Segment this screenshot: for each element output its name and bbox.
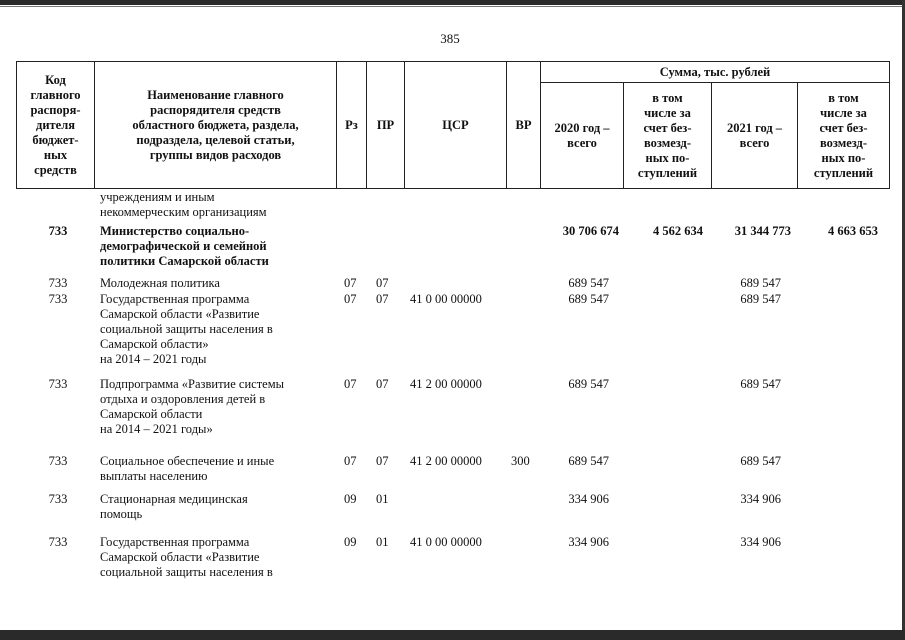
- cell-pr: 07: [376, 276, 389, 290]
- cell-rz: 07: [344, 377, 357, 391]
- cell-2021-total: 689 547: [740, 377, 781, 391]
- scan-bottom-border: [0, 630, 905, 640]
- page-number: 385: [440, 31, 460, 46]
- cell-kod: 733: [48, 292, 68, 306]
- cell-2021-total: 689 547: [740, 276, 781, 290]
- cell-pr: 07: [376, 454, 389, 468]
- header-csr: ЦСР: [405, 62, 507, 189]
- header-name: Наименование главного распорядителя средств областного бюджета, раздела, подраздела, целевой статьи, группы видов расходов: [95, 62, 337, 189]
- cell-2021-total: 689 547: [740, 454, 781, 468]
- cell-csr: 41 0 00 00000: [410, 535, 482, 549]
- cell-2020-total: 334 906: [568, 535, 609, 549]
- cell-2020-total: 689 547: [568, 454, 609, 468]
- cell-2020-total: 689 547: [568, 377, 609, 391]
- cell-name: Молодежная политика: [100, 276, 220, 290]
- cell-rz: 09: [344, 535, 357, 549]
- cell-name: Подпрограмма «Развитие системы отдыха и оздоровления детей в Самарской области на 2014 – 2021 годы»: [100, 377, 285, 436]
- cell-pr: 01: [376, 535, 389, 549]
- cell-2021-total: 334 906: [740, 535, 781, 549]
- header-vr: ВР: [507, 62, 541, 189]
- header-2021-free: в том числе за счет без- возмезд- ных по- ступлений: [798, 83, 890, 189]
- cell-name: Государственная программа Самарской области «Развитие социальной защиты населения в: [100, 535, 273, 579]
- cell-kod: 733: [48, 377, 68, 391]
- cell-kod: 733: [48, 276, 68, 290]
- header-2020-free: в том числе за счет без- возмезд- ных по- ступлений: [624, 83, 712, 189]
- cell-kod: 733: [48, 454, 68, 468]
- cell-kod: 733: [48, 535, 68, 549]
- cell-csr: 41 2 00 00000: [410, 454, 482, 468]
- scan-top-border: [0, 0, 905, 5]
- cell-rz: 07: [344, 276, 357, 290]
- cell-csr: 41 2 00 00000: [410, 377, 482, 391]
- cell-2020-total: 334 906: [568, 492, 609, 506]
- cell-csr: 41 0 00 00000: [410, 292, 482, 306]
- cell-2020-free: 4 562 634: [653, 224, 703, 238]
- table-header: [16, 61, 890, 189]
- header-pr: ПР: [367, 62, 405, 189]
- header-2021-total: 2021 год – всего: [712, 83, 798, 189]
- header-sum: Сумма, тыс. рублей: [541, 62, 890, 83]
- cell-rz: 07: [344, 292, 357, 306]
- cell-rz: 07: [344, 454, 357, 468]
- scan-top-line: [0, 6, 905, 7]
- cell-kod: 733: [48, 224, 68, 238]
- cell-2021-total: 31 344 773: [734, 224, 791, 238]
- cell-name: Социальное обеспечение и иные выплаты населению: [100, 454, 275, 483]
- cell-2021-total: 334 906: [740, 492, 781, 506]
- cell-2020-total: 30 706 674: [562, 224, 619, 238]
- header-2020-total: 2020 год – всего: [541, 83, 624, 189]
- cell-vr: 300: [511, 454, 530, 468]
- cell-name: Государственная программа Самарской области «Развитие социальной защиты населения в Самарской области» на 2014 – 2021 годы: [100, 292, 273, 366]
- cell-2020-total: 689 547: [568, 292, 609, 306]
- cell-2021-total: 689 547: [740, 292, 781, 306]
- cell-rz: 09: [344, 492, 357, 506]
- cell-pr: 01: [376, 492, 389, 506]
- header-rz: Рз: [337, 62, 367, 189]
- header-kod: Код главного распоря- дителя бюджет- ных средств: [17, 62, 95, 189]
- cell-2021-free: 4 663 653: [828, 224, 878, 238]
- cell-pr: 07: [376, 377, 389, 391]
- continuation-text: учреждениям и иным некоммерческим организациям: [100, 190, 267, 219]
- cell-name: Министерство социально- демографической и семейной политики Самарской области: [100, 224, 269, 268]
- cell-name: Стационарная медицинская помощь: [100, 492, 248, 521]
- cell-kod: 733: [48, 492, 68, 506]
- cell-2020-total: 689 547: [568, 276, 609, 290]
- cell-pr: 07: [376, 292, 389, 306]
